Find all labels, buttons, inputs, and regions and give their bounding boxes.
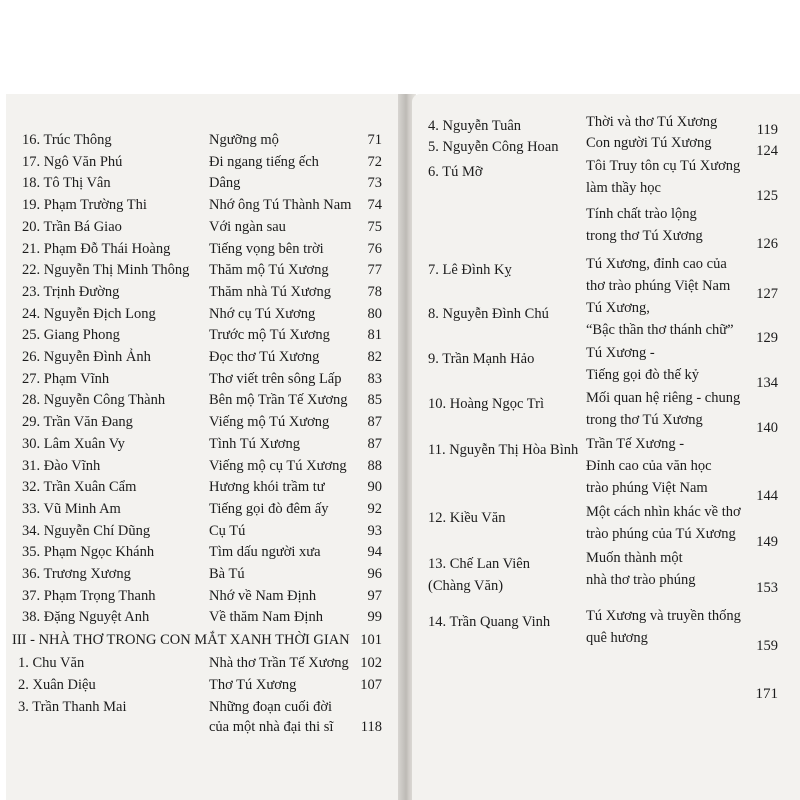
toc-title-line: Tính chất trào lộng — [586, 206, 697, 222]
toc-title-line: Con người Tú Xương — [586, 135, 712, 151]
toc-author: 13. Chế Lan Viên — [428, 556, 530, 572]
toc-title: Bên mộ Trần Tế Xương — [209, 392, 348, 409]
toc-entry — [6, 239, 404, 261]
section-heading-page: 101 — [360, 632, 382, 649]
toc-title-line: Muốn thành một — [586, 550, 683, 566]
toc-author: 18. Tô Thị Vân — [22, 175, 111, 192]
toc-entry — [6, 304, 404, 326]
toc-page-number: 77 — [367, 262, 382, 279]
toc-author: 37. Phạm Trọng Thanh — [22, 587, 156, 604]
toc-title-line: Tôi Truy tôn cụ Tú Xương — [586, 158, 741, 174]
toc-page-number: 124 — [756, 143, 778, 159]
toc-page-number: 140 — [756, 420, 778, 436]
toc-page-number: 96 — [367, 566, 382, 582]
toc-entry — [6, 260, 404, 282]
toc-entry — [412, 206, 800, 250]
section-heading-text: III - NHÀ THƠ TRONG CON MẮT XANH THỜI GIAN — [12, 632, 350, 649]
toc-title-line: Trần Tế Xương - — [586, 436, 685, 452]
toc-entry — [6, 434, 404, 456]
toc-title: Những đoạn cuối đời — [209, 698, 333, 715]
toc-page-number: 102 — [360, 654, 382, 671]
toc-page-number: 125 — [756, 188, 778, 204]
toc-title-line: trào phúng của Tú Xương — [586, 526, 736, 542]
toc-author: 29. Trần Văn Đang — [22, 414, 133, 431]
toc-title-line: “Bậc thần thơ thánh chữ” — [586, 322, 734, 338]
toc-title-line: Tiếng gọi đò thế kỷ — [586, 367, 700, 383]
toc-page-number: 90 — [367, 479, 382, 496]
toc-title: Thơ viết trên sông Lấp — [209, 370, 342, 387]
toc-entry — [412, 390, 800, 434]
toc-author: 17. Ngô Văn Phú — [22, 153, 123, 170]
toc-author: 6. Tú Mỡ — [428, 164, 483, 180]
toc-page-number: 83 — [367, 370, 382, 387]
toc-title: Viếng mộ cụ Tú Xương — [209, 457, 347, 474]
toc-title: Đọc thơ Tú Xương — [209, 349, 320, 365]
toc-page-number: 73 — [367, 175, 382, 192]
toc-title-line: Tú Xương, — [586, 300, 650, 316]
toc-entry — [6, 412, 404, 434]
toc-author: 12. Kiều Văn — [428, 510, 506, 526]
toc-author: 33. Vũ Minh Am — [22, 500, 121, 517]
page-number: 171 — [755, 686, 778, 702]
toc-page-number: 99 — [367, 609, 382, 626]
toc-entry — [412, 345, 800, 389]
toc-author-alias: (Chàng Văn) — [428, 578, 504, 594]
toc-title: Tiếng gọi đò đêm ấy — [209, 500, 329, 517]
toc-title: Hương khói trầm tư — [209, 479, 325, 496]
toc-title-line: trong thơ Tú Xương — [586, 412, 703, 428]
toc-author: 8. Nguyễn Đình Chú — [428, 306, 549, 322]
toc-entry — [412, 158, 800, 202]
toc-entry — [6, 586, 404, 608]
toc-author: 34. Nguyễn Chí Dũng — [22, 522, 151, 539]
toc-title-line: làm thầy học — [586, 180, 661, 196]
toc-entry — [6, 173, 404, 195]
toc-page-number: 159 — [756, 638, 778, 654]
toc-entry — [412, 436, 800, 502]
toc-entry — [6, 347, 404, 369]
toc-author: 2. Xuân Diệu — [18, 676, 96, 693]
left-page — [6, 94, 404, 800]
toc-entry — [6, 477, 404, 499]
toc-title: Tình Tú Xương — [209, 435, 300, 452]
toc-entry — [6, 217, 404, 239]
toc-title-line: Đỉnh cao của văn học — [586, 458, 712, 474]
toc-page-number: 82 — [367, 349, 382, 365]
toc-author: 38. Đặng Nguyệt Anh — [22, 609, 150, 626]
toc-page-number: 71 — [367, 132, 382, 148]
toc-title: Ngưỡng mộ — [209, 132, 279, 148]
toc-title: Với ngàn sau — [209, 218, 286, 235]
toc-author: 27. Phạm Vĩnh — [22, 370, 110, 387]
toc-page-number: 92 — [367, 500, 382, 517]
toc-author: 1. Chu Văn — [18, 654, 85, 671]
toc-entry — [6, 499, 404, 521]
toc-entry — [412, 504, 800, 548]
toc-author: 10. Hoàng Ngọc Trì — [428, 396, 545, 412]
toc-entry — [6, 152, 404, 174]
toc-author: 31. Đào Vĩnh — [22, 457, 101, 474]
toc-author: 23. Trịnh Đường — [22, 283, 120, 300]
toc-author: 20. Trần Bá Giao — [22, 218, 122, 235]
toc-page-number: 118 — [360, 718, 382, 735]
toc-entry — [412, 256, 800, 300]
toc-page-number: 107 — [360, 676, 382, 693]
toc-author: 25. Giang Phong — [22, 327, 120, 344]
toc-title: Đi ngang tiếng ếch — [209, 153, 319, 170]
toc-author: 5. Nguyễn Công Hoan — [428, 139, 559, 155]
toc-title: Thăm nhà Tú Xương — [209, 283, 331, 300]
toc-title-line: Tú Xương - — [586, 345, 655, 361]
toc-entry — [6, 607, 404, 629]
toc-page-number: 127 — [756, 286, 778, 302]
toc-page-number: 129 — [756, 330, 778, 346]
toc-author: 9. Trần Mạnh Hảo — [428, 351, 535, 367]
toc-title-line: Mối quan hệ riêng - chung — [586, 390, 741, 406]
toc-entry — [412, 608, 800, 652]
toc-author: 4. Nguyễn Tuân — [428, 118, 522, 134]
toc-title-line: Thời và thơ Tú Xương — [586, 114, 718, 130]
toc-title: Tìm dấu người xưa — [209, 544, 321, 561]
section-heading — [6, 630, 404, 652]
toc-title: Trước mộ Tú Xương — [209, 327, 330, 344]
toc-page-number: 97 — [367, 587, 382, 604]
toc-entry — [6, 390, 404, 412]
toc-title: Nhà thơ Trần Tế Xương — [209, 654, 349, 671]
toc-title-line: trong thơ Tú Xương — [586, 228, 703, 244]
toc-page-number: 76 — [367, 240, 382, 257]
toc-page-number: 88 — [367, 457, 382, 474]
toc-title: Thơ Tú Xương — [209, 676, 297, 693]
toc-entry — [6, 282, 404, 304]
toc-page-number: 144 — [756, 488, 778, 504]
toc-author: 32. Trần Xuân Cẩm — [22, 479, 137, 496]
toc-entry — [6, 195, 404, 217]
toc-author: 3. Trần Thanh Mai — [18, 698, 127, 715]
toc-author: 16. Trúc Thông — [22, 132, 112, 148]
toc-title: Nhớ ông Tú Thành Nam — [209, 197, 352, 214]
toc-author: 14. Trần Quang Vinh — [428, 614, 551, 630]
toc-title: Nhớ cụ Tú Xương — [209, 305, 316, 322]
toc-entry — [6, 369, 404, 391]
toc-entry — [6, 325, 404, 347]
toc-title-line: Tú Xương, đỉnh cao của — [586, 256, 727, 272]
toc-title: Nhớ về Nam Định — [209, 587, 317, 604]
toc-title: Về thăm Nam Định — [209, 609, 323, 626]
toc-title-line: Một cách nhìn khác về thơ — [586, 504, 741, 520]
toc-page-number: 119 — [756, 122, 778, 138]
toc-page-number: 87 — [367, 414, 382, 431]
toc-title-line: quê hương — [586, 630, 648, 646]
toc-entry — [6, 130, 404, 152]
toc-page-number: 93 — [367, 522, 382, 539]
toc-entry — [6, 542, 404, 564]
toc-author: 28. Nguyễn Công Thành — [22, 392, 166, 409]
toc-page-number: 78 — [367, 283, 382, 300]
toc-author: 30. Lâm Xuân Vy — [22, 435, 125, 452]
toc-page-number: 81 — [367, 327, 382, 344]
toc-entry — [6, 675, 404, 697]
toc-title: Dâng — [209, 175, 241, 192]
toc-title: Viếng mộ Tú Xương — [209, 414, 330, 431]
toc-entry — [412, 300, 800, 344]
toc-title-line: Tú Xương và truyền thống — [586, 608, 741, 624]
toc-entry — [412, 550, 800, 594]
toc-author: 22. Nguyễn Thị Minh Thông — [22, 262, 190, 279]
toc-page-number: 85 — [367, 392, 382, 409]
toc-page-number: 74 — [367, 197, 382, 214]
toc-title: Tiếng vọng bên trời — [209, 240, 324, 257]
toc-title-line: trào phúng Việt Nam — [586, 480, 708, 496]
toc-page-number: 75 — [367, 218, 382, 235]
toc-entry — [6, 653, 404, 675]
toc-entry — [6, 564, 404, 586]
toc-entry — [6, 456, 404, 478]
toc-author: 24. Nguyễn Địch Long — [22, 305, 156, 322]
toc-entry — [6, 521, 404, 543]
right-page — [412, 94, 800, 800]
toc-page-number: 94 — [367, 544, 382, 561]
toc-page-number: 149 — [756, 534, 778, 550]
toc-title-line: của một nhà đại thi sĩ — [209, 718, 334, 735]
toc-page-number: 87 — [367, 435, 382, 452]
toc-author: 36. Trương Xương — [22, 566, 131, 582]
toc-author: 7. Lê Đình Kỵ — [428, 262, 512, 278]
toc-title-line: nhà thơ trào phúng — [586, 572, 696, 588]
toc-title: Cụ Tú — [209, 522, 246, 539]
toc-page-number: 153 — [756, 580, 778, 596]
toc-title: Thăm mộ Tú Xương — [209, 262, 329, 279]
toc-author: 19. Phạm Trường Thi — [22, 197, 147, 214]
toc-page-number: 134 — [756, 375, 778, 391]
toc-author: 35. Phạm Ngọc Khánh — [22, 544, 155, 561]
toc-title: Bà Tú — [209, 566, 245, 582]
toc-author: 26. Nguyễn Đình Ảnh — [22, 349, 151, 365]
toc-title-line: thơ trào phúng Việt Nam — [586, 278, 731, 294]
toc-page-number: 72 — [367, 153, 382, 170]
toc-author: 21. Phạm Đỗ Thái Hoàng — [22, 240, 171, 257]
toc-page-number: 80 — [367, 305, 382, 322]
toc-entry — [6, 697, 404, 741]
toc-page-number: 126 — [756, 236, 778, 252]
toc-entry — [412, 135, 800, 157]
toc-author: 11. Nguyễn Thị Hòa Bình — [428, 442, 579, 458]
